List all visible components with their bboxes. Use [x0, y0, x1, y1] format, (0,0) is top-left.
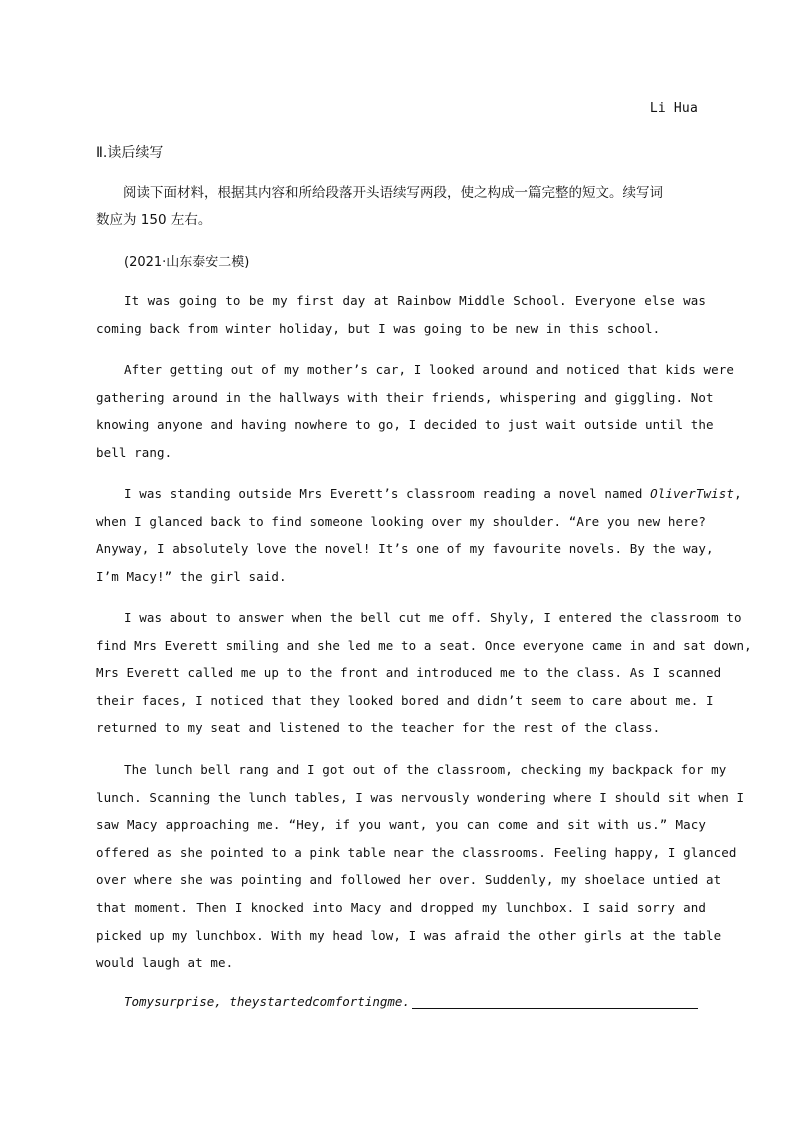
- text-line: It was going to be my first day at Rainbow Middle School. Everyone else was: [124, 293, 706, 308]
- answer-blank-line[interactable]: [412, 994, 698, 1009]
- source-citation: (2021·山东泰安二模): [124, 255, 250, 270]
- instructions-line: 数应为 150 左右。: [96, 212, 212, 228]
- story-paragraph-4: [96, 604, 752, 742]
- text-line: [96, 480, 742, 508]
- author-signature: Li Hua: [649, 101, 698, 116]
- text-line: The lunch bell rang and I got out of the classroom, checking my backpack for my: [124, 762, 727, 777]
- text-line: Anyway, I absolutely love the novel! It’s one of my favourite novels. By the way,: [96, 541, 714, 557]
- story-paragraph-5: [96, 756, 745, 977]
- prompt-text: Tomysurprise, theystartedcomfortingme.: [124, 994, 410, 1009]
- text-line: would laugh at me.: [96, 955, 234, 971]
- text-line: I’m Macy!” the girl said.: [96, 568, 287, 584]
- text-line: lunch. Scanning the lunch tables, I was nervously wondering where I should sit when I: [96, 789, 745, 805]
- text-line: their faces, I noticed that they looked bored and didn’t seem to care about me. I: [96, 692, 714, 708]
- text-line: returned to my seat and listened to the teacher for the rest of the class.: [96, 720, 661, 736]
- text-line: coming back from winter holiday, but I was going to be new in this school.: [96, 320, 661, 336]
- continuation-prompt: [124, 994, 698, 1009]
- text-line: offered as she pointed to a pink table near the classrooms. Feeling happy, I glanced: [96, 844, 737, 860]
- text-line: After getting out of my mother’s car, I looked around and noticed that kids were: [124, 362, 735, 377]
- story-paragraph-3: [96, 480, 742, 590]
- text-line: I was about to answer when the bell cut me off. Shyly, I entered the classroom to: [124, 610, 742, 625]
- story-paragraph-2: [96, 356, 735, 466]
- text-line: gathering around in the hallways with their friends, whispering and giggling. Not: [96, 389, 714, 405]
- text-segment: ,: [734, 486, 742, 501]
- task-instructions: [96, 180, 666, 234]
- text-line: that moment. Then I knocked into Macy and dropped my lunchbox. I said sorry and: [96, 899, 706, 915]
- instructions-line: 阅读下面材料，根据其内容和所给段落开头语续写两段，使之构成一篇完整的短文。续写词: [123, 185, 663, 201]
- text-line: over where she was pointing and followed her over. Suddenly, my shoelace untied at: [96, 872, 722, 888]
- text-line: knowing anyone and having nowhere to go, I decided to just wait outside until the: [96, 417, 714, 433]
- text-line: find Mrs Everett smiling and she led me to a seat. Once everyone came in and sat down,: [96, 637, 752, 653]
- text-line: saw Macy approaching me. “Hey, if you want, you can come and sit with us.” Macy: [96, 817, 706, 833]
- story-paragraph-1: [96, 287, 706, 342]
- text-line: Mrs Everett called me up to the front and introduced me to the class. As I scanned: [96, 665, 722, 681]
- novel-title: OliverTwist: [650, 486, 735, 501]
- section-title: Ⅱ.读后续写: [96, 145, 164, 161]
- text-line: picked up my lunchbox. With my head low, I was afraid the other girls at the table: [96, 927, 722, 943]
- text-segment: I was standing outside Mrs Everett’s classroom reading a novel named: [124, 486, 651, 501]
- text-line: when I glanced back to find someone looking over my shoulder. “Are you new here?: [96, 513, 707, 529]
- text-line: bell rang.: [96, 444, 173, 460]
